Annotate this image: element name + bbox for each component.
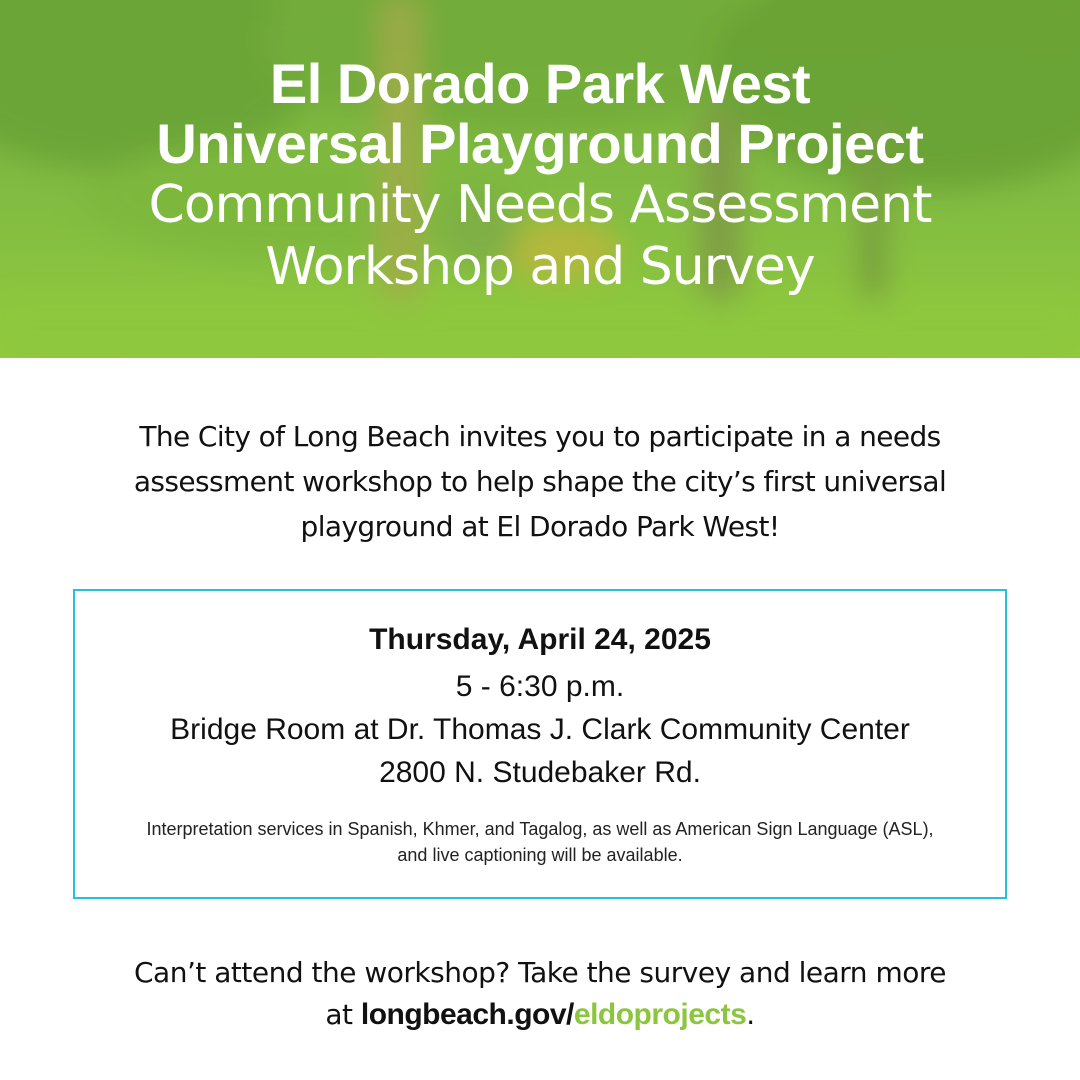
survey-link-domain[interactable]: longbeach.gov/ — [360, 998, 574, 1031]
survey-call-to-action — [40, 952, 1040, 1036]
event-location: Bridge Room at Dr. Thomas J. Clark Community Center — [170, 713, 910, 746]
hero-title — [0, 54, 1080, 298]
hero-banner — [0, 0, 1080, 358]
subtitle-line-2: Workshop and Survey — [265, 237, 815, 297]
event-time: 5 - 6:30 p.m. — [455, 670, 625, 703]
title-line-2: Universal Playground Project — [156, 112, 924, 175]
interpretation-note: Interpretation services in Spanish, Khmer, and Tagalog, as well as American Sign Language (ASL), and live captioning will be available. — [146, 819, 934, 865]
event-details-box — [73, 589, 1007, 899]
cta-suffix: . — [746, 998, 755, 1031]
event-date: Thursday, April 24, 2025 — [369, 623, 711, 656]
event-address: 2800 N. Studebaker Rd. — [379, 756, 701, 789]
survey-link-path[interactable]: eldoprojects — [573, 998, 747, 1031]
title-line-1: El Dorado Park West — [269, 52, 811, 115]
cta-line-1: Can’t attend the workshop? Take the survey and learn more — [134, 956, 946, 989]
intro-paragraph: The City of Long Beach invites you to participate in a needs assessment workshop to help shape the city’s first universal playground at El Dorado Park West! — [133, 420, 947, 543]
cta-prefix: at — [325, 998, 361, 1031]
subtitle-line-1: Community Needs Assessment — [148, 175, 932, 235]
